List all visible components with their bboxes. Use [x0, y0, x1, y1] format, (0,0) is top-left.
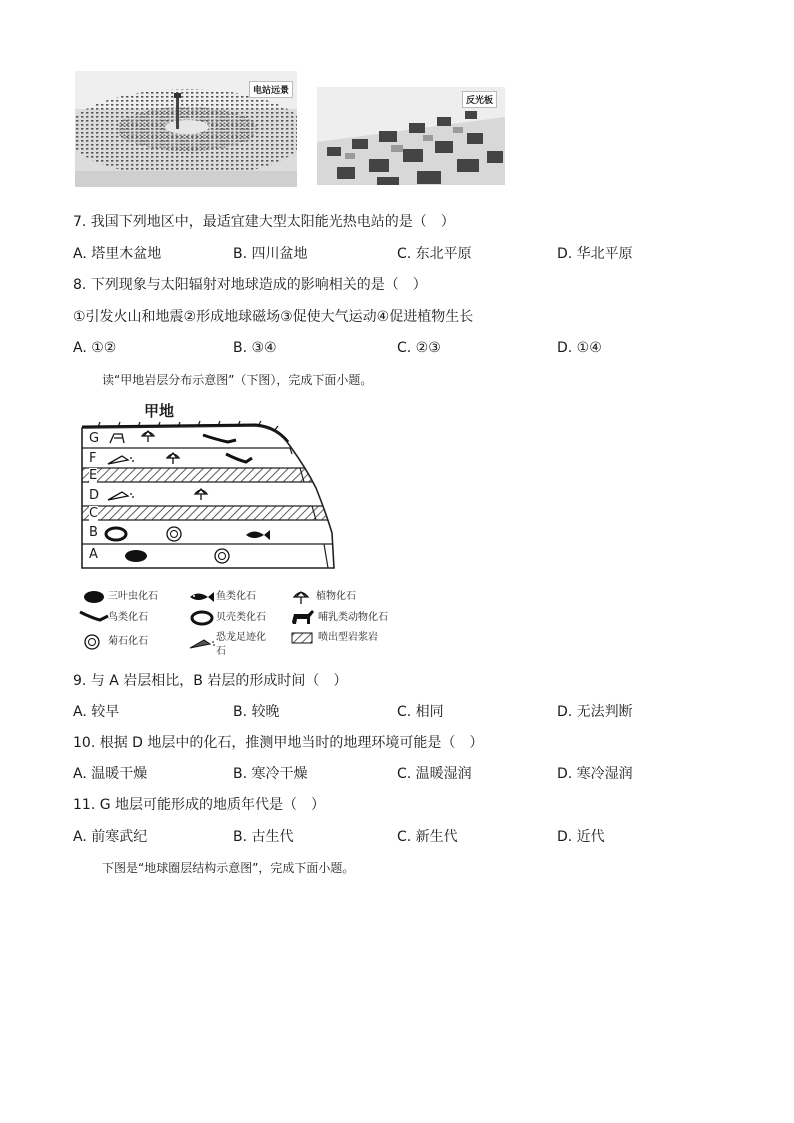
shell-icon: [192, 612, 212, 624]
bird-icon: [80, 612, 108, 620]
legend-dinosaur-line1: 恐龙足迹化: [216, 632, 266, 643]
q10-option-a[interactable]: A. 温暖干燥: [73, 766, 148, 782]
question-8-statements: ①引发火山和地震②形成地球磁场③促使大气运动④促进植物生长: [73, 309, 474, 325]
question-7-stem: 7. 我国下列地区中，最适宜建大型太阳能光热电站的是（ ）: [73, 214, 455, 230]
rock-layer-diagram: [78, 398, 338, 570]
q8-option-c[interactable]: C. ②③: [397, 340, 441, 356]
dinosaur-footprint-icon: [190, 640, 215, 648]
legend-dinosaur-line2: 石: [216, 646, 226, 657]
legend-trilobite: 三叶虫化石: [108, 591, 158, 602]
legend-plant: 植物化石: [316, 591, 356, 602]
q9-option-d[interactable]: D. 无法判断: [557, 704, 633, 720]
layer-label-b: B: [89, 525, 98, 540]
legend-shell: 贝壳类化石: [216, 612, 266, 623]
layer-label-e: E: [89, 468, 98, 483]
q11-option-d[interactable]: D. 近代: [557, 829, 605, 845]
fossil-legend: [78, 586, 418, 660]
q11-option-c[interactable]: C. 新生代: [397, 829, 458, 845]
reflector-panel-photo: [317, 87, 505, 185]
q7-option-c[interactable]: C. 东北平原: [397, 246, 472, 262]
q10-option-c[interactable]: C. 温暖湿润: [397, 766, 472, 782]
q8-option-b[interactable]: B. ③④: [233, 340, 277, 356]
plant-icon: [294, 592, 308, 604]
q7-option-a[interactable]: A. 塔里木盆地: [73, 246, 162, 262]
question-11-stem: 11. G 地层可能形成的地质年代是（ ）: [73, 797, 326, 813]
solar-plant-distant-photo: [75, 71, 297, 187]
layer-label-d: D: [89, 488, 100, 503]
layer-label-g: G: [89, 431, 100, 446]
diagram-title: 甲地: [144, 402, 175, 420]
q7-option-d[interactable]: D. 华北平原: [557, 246, 633, 262]
question-9-stem: 9. 与 A 岩层相比，B 岩层的形成时间（ ）: [73, 673, 348, 689]
legend-lava: 喷出型岩浆岩: [318, 632, 378, 643]
trilobite-icon: [84, 591, 104, 603]
photo-label-distant: 电站远景: [249, 81, 293, 98]
q11-option-a[interactable]: A. 前寒武纪: [73, 829, 148, 845]
layer-label-c: C: [89, 506, 99, 521]
question-8-stem: 8. 下列现象与太阳辐射对地球造成的影响相关的是（ ）: [73, 277, 427, 293]
q8-option-a[interactable]: A. ①②: [73, 340, 117, 356]
q8-option-d[interactable]: D. ①④: [557, 340, 602, 356]
q10-option-b[interactable]: B. 寒冷干燥: [233, 766, 308, 782]
mammal-icon: [292, 610, 314, 624]
lava-rock-icon: [292, 633, 312, 643]
ammonite-icon: [85, 635, 99, 649]
legend-fish: 鱼类化石: [216, 591, 256, 602]
legend-ammonite: 菊石化石: [108, 636, 148, 647]
layer-label-a: A: [89, 547, 98, 562]
layer-label-f: F: [89, 451, 97, 466]
intro-earth-spheres: 下图是“地球圈层结构示意图”，完成下面小题。: [102, 861, 355, 875]
q11-option-b[interactable]: B. 古生代: [233, 829, 294, 845]
q10-option-d[interactable]: D. 寒冷湿润: [557, 766, 633, 782]
q9-option-b[interactable]: B. 较晚: [233, 704, 280, 720]
intro-rock-layers: 读“甲地岩层分布示意图”（下图），完成下面小题。: [102, 373, 373, 387]
fish-icon: [190, 592, 214, 602]
legend-bird: 鸟类化石: [108, 612, 148, 623]
question-10-stem: 10. 根据 D 地层中的化石，推测甲地当时的地理环境可能是（ ）: [73, 735, 484, 751]
q9-option-c[interactable]: C. 相同: [397, 704, 444, 720]
q7-option-b[interactable]: B. 四川盆地: [233, 246, 308, 262]
photo-label-reflector: 反光板: [462, 91, 497, 108]
q9-option-a[interactable]: A. 较早: [73, 704, 120, 720]
legend-mammal: 哺乳类动物化石: [318, 612, 388, 623]
